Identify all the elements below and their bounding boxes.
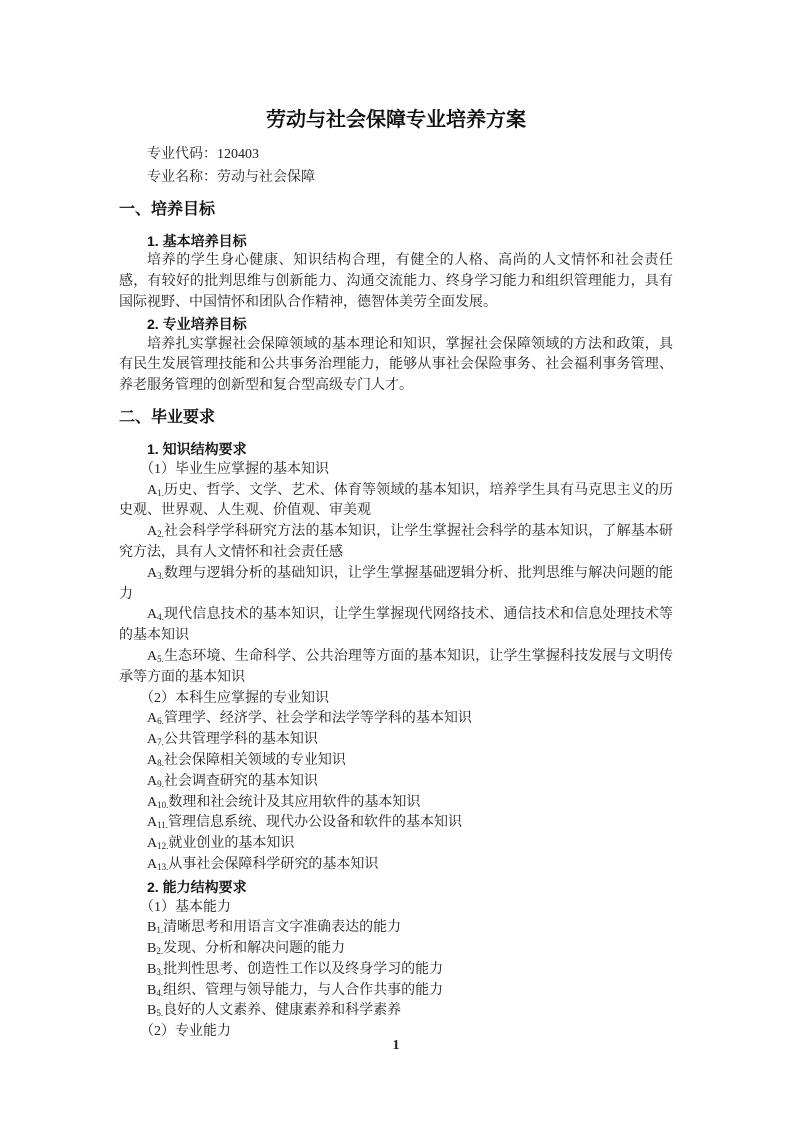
item-text: 发现、分析和解决问题的能力 xyxy=(163,941,346,957)
item-letter: A xyxy=(147,732,158,748)
ability-list-basic xyxy=(119,918,673,1022)
item-letter: A xyxy=(147,856,158,872)
item-text: 现代信息技术的基本知识，让学生掌握现代网络技术、通信技术和信息处理技术等的基本知识 xyxy=(119,607,673,644)
item-text: 生态环境、生命科学、公共治理等方面的基本知识，让学生掌握科技发展与文明传承等方面的基本知识 xyxy=(119,648,673,685)
requirement-item xyxy=(119,1001,673,1022)
item-index: 1. xyxy=(156,925,164,936)
group-professional-knowledge: （2）本科生应掌握的专业知识 xyxy=(140,690,329,706)
item-text: 社会保障相关领域的专业知识 xyxy=(163,752,346,768)
item-letter: A xyxy=(147,565,158,581)
item-text: 就业创业的基本知识 xyxy=(168,836,295,852)
item-index: 4. xyxy=(156,987,164,998)
paragraph-basic-goal: 培养的学生身心健康、知识结构合理，有健全的人格、高尚的人文情怀和社会责任感，有较好的批判思维与创新能力、沟通交流能力、终身学习能力和组织管理能力，具有国际视野、中国情怀和团队合作精神，德智体美劳全面发展。 xyxy=(119,253,673,310)
item-letter: B xyxy=(147,920,157,936)
document-body xyxy=(119,145,673,1043)
item-letter: A xyxy=(147,836,158,852)
item-letter: A xyxy=(147,773,158,789)
major-code: 专业代码：120403 xyxy=(147,147,259,162)
item-text: 社会科学学科研究方法的基本知识，让学生掌握社会科学的基本知识，了解基本研究方法，具有人文情怀和社会责任感 xyxy=(119,524,673,560)
item-text: 管理信息系统、现代办公设备和软件的基本知识 xyxy=(168,815,463,831)
requirement-item xyxy=(119,960,673,981)
subheading-knowledge: 1. 知识结构要求 xyxy=(147,440,247,457)
item-letter: A xyxy=(147,524,158,540)
knowledge-list-basic xyxy=(119,481,673,689)
subheading-major-goal: 2. 专业培养目标 xyxy=(147,315,247,332)
requirement-item xyxy=(119,564,673,606)
item-index: 13. xyxy=(157,861,169,872)
item-letter: A xyxy=(147,794,158,810)
item-text: 清晰思考和用语言文字准确表达的能力 xyxy=(163,920,402,936)
group-professional-ability: （2）专业能力 xyxy=(140,1024,231,1040)
item-letter: A xyxy=(147,607,158,623)
item-letter: B xyxy=(147,982,157,998)
subheading-basic-goal: 1. 基本培养目标 xyxy=(147,232,247,249)
item-text: 良好的人文素养、健康素养和科学素养 xyxy=(163,1003,402,1019)
requirement-item xyxy=(119,855,673,876)
requirement-item xyxy=(119,751,673,772)
section-heading-requirements: 二、毕业要求 xyxy=(119,408,216,426)
item-letter: A xyxy=(147,815,158,831)
item-index: 8. xyxy=(157,757,164,768)
item-letter: A xyxy=(147,711,158,727)
group-basic-knowledge: （1）毕业生应掌握的基本知识 xyxy=(140,461,329,477)
requirement-item xyxy=(119,772,673,793)
item-index: 2. xyxy=(157,529,164,540)
item-index: 4. xyxy=(157,612,164,623)
major-name: 专业名称：劳动与社会保障 xyxy=(147,169,315,185)
item-letter: B xyxy=(147,961,157,977)
knowledge-list-professional xyxy=(119,709,673,875)
section-heading-goals: 一、培养目标 xyxy=(119,200,216,218)
item-index: 11. xyxy=(157,820,169,831)
requirement-item xyxy=(119,605,673,647)
requirement-item xyxy=(119,522,673,564)
item-text: 批判性思考、创造性工作以及终身学习的能力 xyxy=(163,961,444,977)
requirement-item xyxy=(119,813,673,834)
subheading-ability: 2. 能力结构要求 xyxy=(147,878,247,895)
item-text: 组织、管理与领导能力，与人合作共事的能力 xyxy=(163,982,444,998)
item-index: 6. xyxy=(157,716,164,727)
requirement-item xyxy=(119,709,673,730)
item-index: 9. xyxy=(157,778,164,789)
requirement-item xyxy=(119,647,673,689)
document-title: 劳动与社会保障专业培养方案 xyxy=(266,109,526,131)
item-text: 数理与逻辑分析的基础知识，让学生掌握基础逻辑分析、批判思维与解决问题的能力 xyxy=(119,565,673,602)
item-index: 2. xyxy=(156,946,164,957)
item-letter: A xyxy=(147,482,158,498)
item-letter: A xyxy=(147,648,158,664)
item-index: 3. xyxy=(156,966,164,977)
group-basic-ability: （1）基本能力 xyxy=(140,899,231,915)
requirement-item xyxy=(119,730,673,751)
item-letter: B xyxy=(147,1003,157,1019)
item-index: 7. xyxy=(157,737,164,748)
requirement-item xyxy=(119,793,673,814)
item-index: 12. xyxy=(157,841,169,852)
requirement-item xyxy=(119,481,673,523)
requirement-item xyxy=(119,918,673,939)
item-index: 10. xyxy=(157,799,169,810)
requirement-item xyxy=(119,834,673,855)
item-text: 从事社会保障科学研究的基本知识 xyxy=(168,856,379,872)
item-index: 5. xyxy=(157,653,164,664)
paragraph-major-goal: 培养扎实掌握社会保障领域的基本理论和知识，掌握社会保障领域的方法和政策，具有民生发展管理技能和公共事务治理能力，能够从事社会保险事务、社会福利事务管理、养老服务管理的创新型和复合型高级专门人才。 xyxy=(119,336,673,394)
item-text: 社会调查研究的基本知识 xyxy=(163,773,318,789)
item-letter: A xyxy=(147,752,158,768)
item-index: 1. xyxy=(157,487,164,498)
item-text: 管理学、经济学、社会学和法学等学科的基本知识 xyxy=(163,711,472,727)
item-text: 历史、哲学、文学、艺术、体育等领域的基本知识，培养学生具有马克思主义的历史观、世界观、人生观、价值观、审美观 xyxy=(119,482,673,519)
requirement-item xyxy=(119,939,673,960)
requirement-item xyxy=(119,981,673,1002)
item-text: 公共管理学科的基本知识 xyxy=(163,732,318,748)
item-index: 3. xyxy=(157,570,164,581)
item-text: 数理和社会统计及其应用软件的基本知识 xyxy=(168,794,421,810)
item-index: 5. xyxy=(156,1008,164,1019)
page-number: 1 xyxy=(392,1038,400,1053)
item-letter: B xyxy=(147,941,157,957)
